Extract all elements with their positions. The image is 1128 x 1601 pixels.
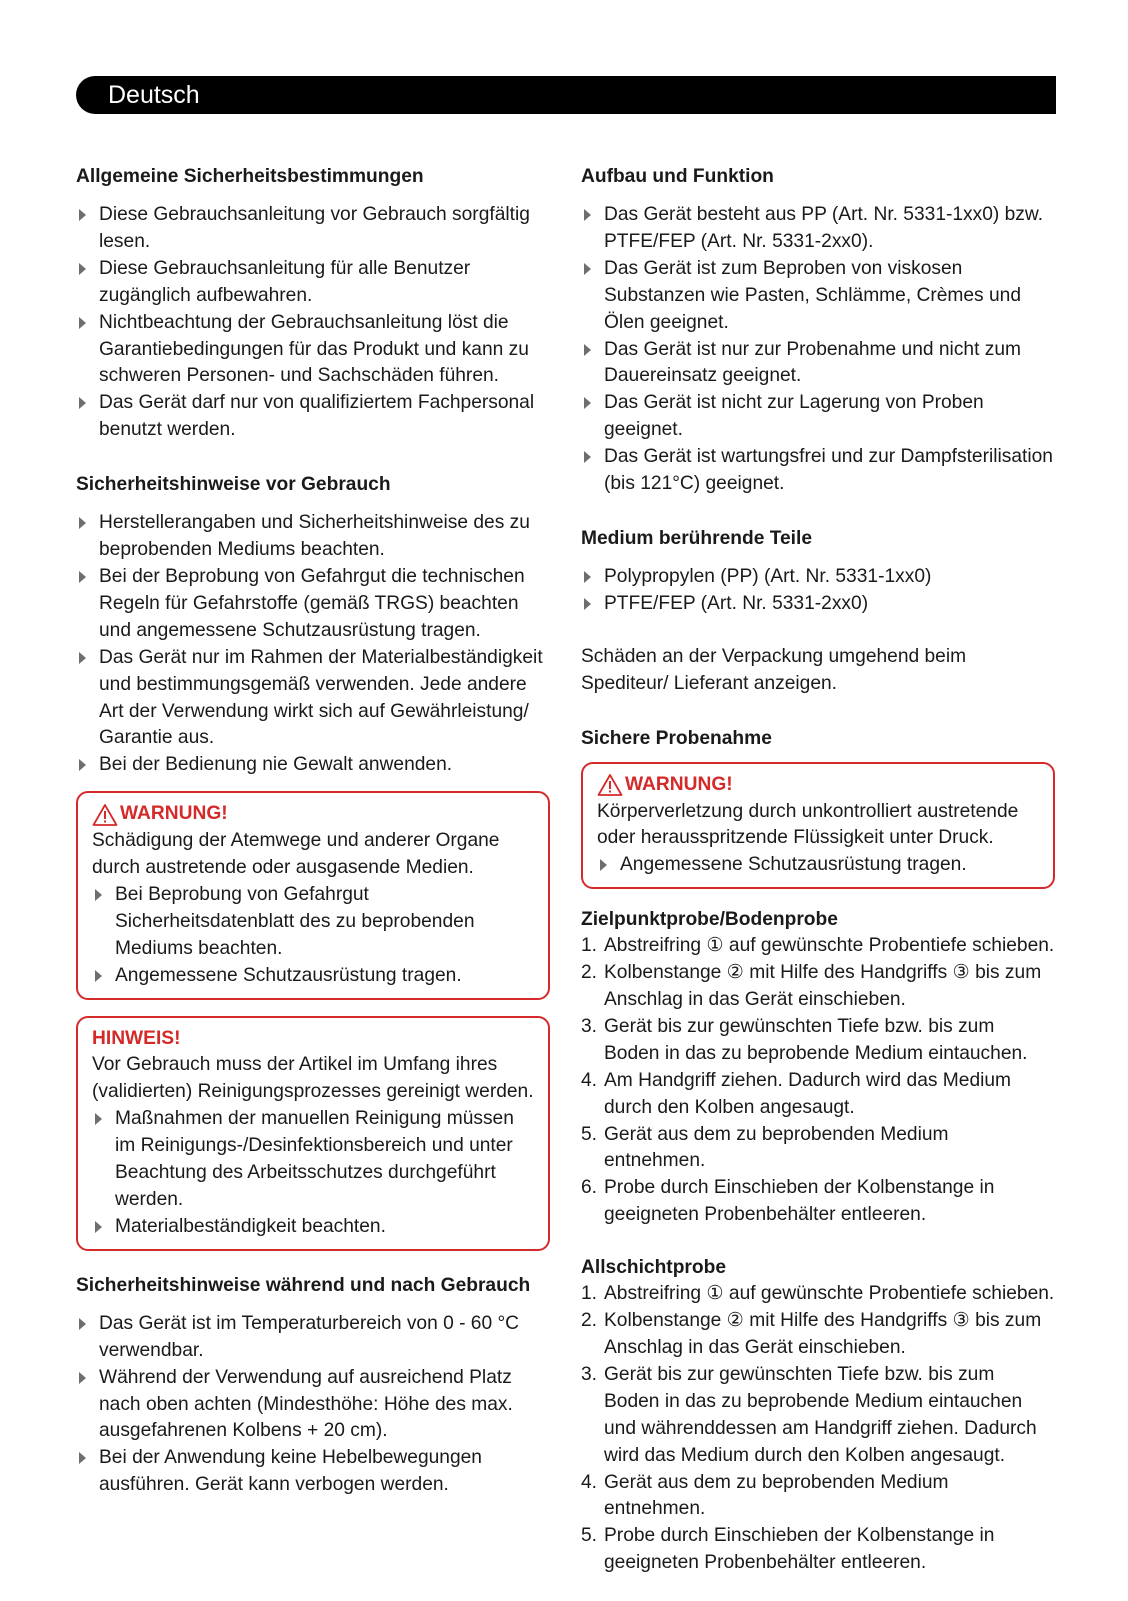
warning-list <box>92 882 534 990</box>
wetted-parts-list <box>581 564 1055 618</box>
left-column <box>76 162 550 1499</box>
step-item: 4. Gerät aus dem zu beprobenden Medium entnehmen. <box>581 1471 949 1520</box>
section-title-general-safety: Allgemeine Sicherheitsbestimmungen <box>76 166 424 187</box>
warning-box <box>76 791 550 999</box>
warning-text: Schädigung der Atemwege und anderer Organe durch austretende oder ausgasende Medien. <box>92 830 500 879</box>
notice-list <box>92 1106 534 1241</box>
notice-box <box>76 1016 550 1251</box>
list-item: Bei der Beprobung von Gefahrgut die technischen Regeln für Gefahrstoffe (gemäß TRGS) beachten und angemessene Schutzausrüstung tragen. <box>76 564 550 645</box>
warning-triangle-icon <box>597 773 623 797</box>
step-item: 4. Am Handgriff ziehen. Dadurch wird das Medium durch den Kolben angesaugt. <box>581 1069 1012 1118</box>
list-item: Herstellerangaben und Sicherheitshinweise des zu beprobenden Mediums beachten. <box>76 510 550 564</box>
list-item: Bei Beprobung von Gefahrgut Sicherheitsdatenblatt des zu beprobenden Mediums beachten. <box>92 882 534 963</box>
arrow-bullet-icon <box>79 263 86 275</box>
arrow-bullet-icon <box>79 1372 86 1384</box>
section-title-safe-sampling: Sichere Probenahme <box>581 727 772 749</box>
list-item: Das Gerät ist zum Beproben von viskosen Substanzen wie Pasten, Schlämme, Crèmes und Ölen geeignet. <box>581 256 1055 337</box>
list-item: PTFE/FEP (Art. Nr. 5331-2xx0) <box>581 591 1055 618</box>
list-item: Das Gerät ist wartungsfrei und zur Dampfsterilisation (bis 121°C) geeignet. <box>581 444 1055 498</box>
section-title-target-bottom-sample: Zielpunktprobe/Bodenprobe <box>581 909 838 931</box>
step-item: 6. Probe durch Einschieben der Kolbenstange in geeigneten Probenbehälter entleeren. <box>581 1177 995 1226</box>
arrow-bullet-icon <box>79 759 86 771</box>
notice-text: Vor Gebrauch muss der Artikel im Umfang ihres (validierten) Reinigungsprozesses gereinigt werden. <box>92 1054 534 1103</box>
step-item: 3. Gerät bis zur gewünschten Tiefe bzw. bis zum Boden in das zu beprobende Medium eintauchen und währenddessen am Handgriff ziehen. Dadurch wird das Medium durch den Kolben angesaugt. <box>581 1363 1037 1466</box>
arrow-bullet-icon <box>79 1452 86 1464</box>
list-item: Das Gerät besteht aus PP (Art. Nr. 5331-1xx0) bzw. PTFE/FEP (Art. Nr. 5331-2xx0). <box>581 202 1055 256</box>
arrow-bullet-icon <box>600 859 607 871</box>
list-item: Das Gerät ist nicht zur Lagerung von Proben geeignet. <box>581 390 1055 444</box>
arrow-bullet-icon <box>79 397 86 409</box>
list-item: Polypropylen (PP) (Art. Nr. 5331-1xx0) <box>581 564 1055 591</box>
language-label: Deutsch <box>108 81 200 109</box>
arrow-bullet-icon <box>95 1113 102 1125</box>
list-item: Bei der Bedienung nie Gewalt anwenden. <box>76 752 550 779</box>
section-title-during-after-use: Sicherheitshinweise während und nach Gebrauch <box>76 1274 531 1296</box>
step-item: 5. Gerät aus dem zu beprobenden Medium entnehmen. <box>581 1123 949 1172</box>
section-title-all-layer-sample: Allschichtprobe <box>581 1257 726 1279</box>
warning-text: Körperverletzung durch unkontrolliert austretende oder herausspritzende Flüssigkeit unter Druck. <box>597 800 1019 849</box>
right-column <box>581 162 1055 1577</box>
arrow-bullet-icon <box>79 1318 86 1330</box>
arrow-bullet-icon <box>584 451 591 463</box>
list-item: Diese Gebrauchsanleitung für alle Benutzer zugänglich aufbewahren. <box>76 256 550 310</box>
notice-title: HINWEIS! <box>92 1027 181 1049</box>
section-title-wetted-parts: Medium berührende Teile <box>581 527 812 549</box>
list-item: Das Gerät ist im Temperaturbereich von 0 - 60 °C verwendbar. <box>76 1311 550 1365</box>
step-item: 3. Gerät bis zur gewünschten Tiefe bzw. bis zum Boden in das zu beprobende Medium eintauchen. <box>581 1015 1028 1064</box>
arrow-bullet-icon <box>584 263 591 275</box>
design-function-list <box>581 202 1055 498</box>
arrow-bullet-icon <box>79 517 86 529</box>
language-header-bar <box>76 76 1056 114</box>
section-title-design-function: Aufbau und Funktion <box>581 166 774 187</box>
list-item: Angemessene Schutzausrüstung tragen. <box>92 963 534 990</box>
warning-triangle-icon <box>92 803 118 827</box>
arrow-bullet-icon <box>79 571 86 583</box>
warning-title: WARNUNG! <box>92 801 534 828</box>
target-sample-steps <box>581 933 1055 1229</box>
all-layer-sample-steps <box>581 1281 1055 1577</box>
list-item: Das Gerät ist nur zur Probenahme und nicht zum Dauereinsatz geeignet. <box>581 337 1055 391</box>
list-item: Nichtbeachtung der Gebrauchsanleitung löst die Garantiebedingungen für das Produkt und kann zu schweren Personen- und Sachschäden führen. <box>76 310 550 391</box>
arrow-bullet-icon <box>584 397 591 409</box>
step-item: 5. Probe durch Einschieben der Kolbenstange in geeigneten Probenbehälter entleeren. <box>581 1525 995 1574</box>
list-item: Materialbeständigkeit beachten. <box>92 1214 534 1241</box>
arrow-bullet-icon <box>95 889 102 901</box>
list-item: Bei der Anwendung keine Hebelbewegungen ausführen. Gerät kann verbogen werden. <box>76 1445 550 1499</box>
warning-title: WARNUNG! <box>597 772 1039 799</box>
section-title-before-use: Sicherheitshinweise vor Gebrauch <box>76 474 391 496</box>
arrow-bullet-icon <box>79 209 86 221</box>
before-use-list <box>76 510 550 779</box>
arrow-bullet-icon <box>584 344 591 356</box>
warning-box-pressure <box>581 762 1055 890</box>
arrow-bullet-icon <box>584 209 591 221</box>
arrow-bullet-icon <box>584 571 591 583</box>
arrow-bullet-icon <box>584 598 591 610</box>
list-item: Während der Verwendung auf ausreichend Platz nach oben achten (Mindesthöhe: Höhe des max. ausgefahrenen Kolbens + 20 cm). <box>76 1365 550 1446</box>
step-item: 2. Kolbenstange ② mit Hilfe des Handgriffs ③ bis zum Anschlag in das Gerät einschieben. <box>581 1310 1042 1358</box>
list-item: Das Gerät darf nur von qualifiziertem Fachpersonal benutzt werden. <box>76 390 550 444</box>
step-item: 1. Abstreifring ① auf gewünschte Probentiefe schieben. <box>581 935 1055 957</box>
warning-list <box>597 852 1039 879</box>
list-item: Das Gerät nur im Rahmen der Materialbeständigkeit und bestimmungsgemäß verwenden. Jede andere Art der Verwendung wirkt sich auf Gewährleistung/ Garantie aus. <box>76 645 550 753</box>
arrow-bullet-icon <box>95 1221 102 1233</box>
list-item: Maßnahmen der manuellen Reinigung müssen im Reinigungs-/Desinfektionsbereich und unter Beachtung des Arbeitsschutzes durchgeführt werden. <box>92 1106 534 1214</box>
damage-note: Schäden an der Verpackung umgehend beim Spediteur/ Lieferant anzeigen. <box>581 645 967 694</box>
arrow-bullet-icon <box>79 317 86 329</box>
arrow-bullet-icon <box>95 970 102 982</box>
general-safety-list <box>76 202 550 444</box>
step-item: 2. Kolbenstange ② mit Hilfe des Handgriffs ③ bis zum Anschlag in das Gerät einschieben. <box>581 962 1042 1011</box>
step-item: 1. Abstreifring ① auf gewünschte Probentiefe schieben. <box>581 1283 1055 1305</box>
list-item: Angemessene Schutzausrüstung tragen. <box>597 852 1039 879</box>
during-after-use-list <box>76 1311 550 1499</box>
arrow-bullet-icon <box>79 652 86 664</box>
list-item: Diese Gebrauchsanleitung vor Gebrauch sorgfältig lesen. <box>76 202 550 256</box>
